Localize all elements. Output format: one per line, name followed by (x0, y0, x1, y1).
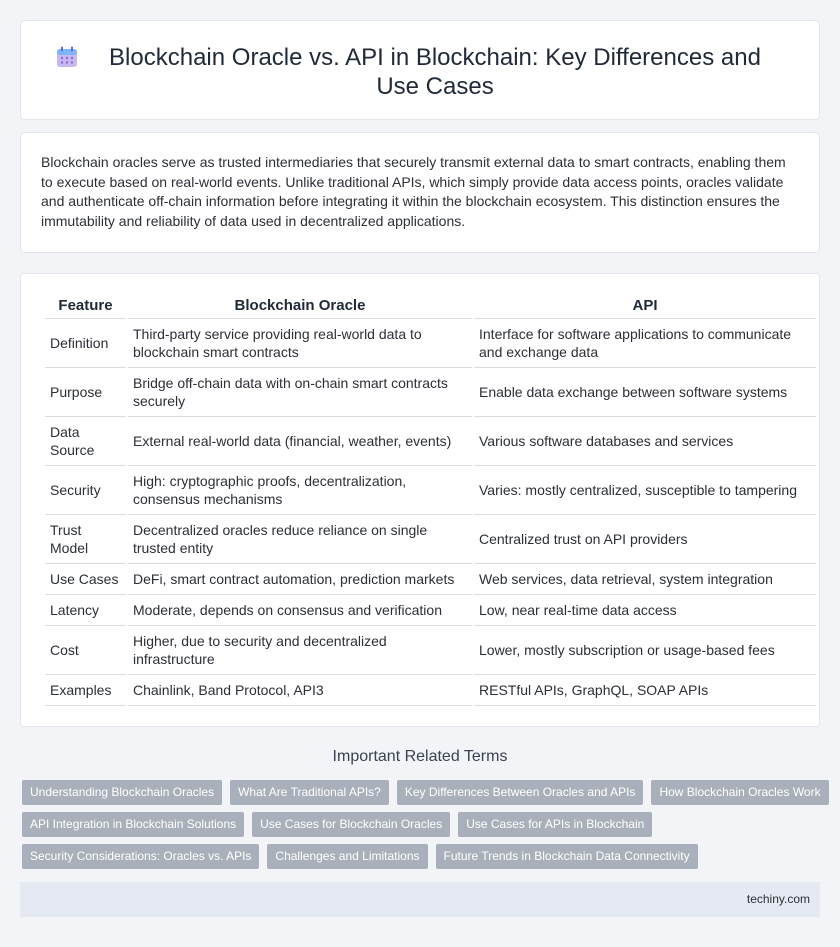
intro-paragraph: Blockchain oracles serve as trusted intermediaries that securely transmit external data to smart contracts, enabling them to execute based on real-world events. Unlike traditional APIs, which simply provide data access points, oracles validate and authenticate off-chain information before integrating it within the blockchain ecosystem. This distinction ensures the immutability and reliability of data used in decentralized applications. (41, 154, 786, 229)
column-header-oracle: Blockchain Oracle (128, 292, 472, 319)
related-term-tag[interactable]: Use Cases for APIs in Blockchain (458, 812, 652, 837)
oracle-cell: DeFi, smart contract automation, prediction markets (128, 564, 472, 595)
intro-card (20, 132, 820, 253)
api-cell: Varies: mostly centralized, susceptible to tampering (474, 466, 816, 515)
api-cell: Lower, mostly subscription or usage-based fees (474, 626, 816, 675)
feature-cell: Use Cases (45, 564, 126, 595)
table-row (45, 564, 816, 595)
api-cell: Enable data exchange between software systems (474, 368, 816, 417)
related-term-tag[interactable]: Understanding Blockchain Oracles (22, 780, 222, 805)
table-row (45, 626, 816, 675)
feature-cell: Latency (45, 595, 126, 626)
oracle-cell: External real-world data (financial, weather, events) (128, 417, 472, 466)
related-term-tag[interactable]: Future Trends in Blockchain Data Connectivity (436, 844, 698, 869)
api-cell: RESTful APIs, GraphQL, SOAP APIs (474, 675, 816, 706)
related-term-tag[interactable]: Security Considerations: Oracles vs. APIs (22, 844, 259, 869)
feature-cell: Security (45, 466, 126, 515)
page-title: Blockchain Oracle vs. API in Blockchain: Key Differences and Use Cases (109, 44, 761, 100)
feature-cell: Examples (45, 675, 126, 706)
column-header-api: API (474, 292, 816, 319)
footer-site-name[interactable]: techiny.com (746, 892, 810, 906)
table-row (45, 466, 816, 515)
related-terms-heading: Important Related Terms (332, 748, 508, 765)
title-card (20, 20, 820, 120)
related-term-tag[interactable]: Challenges and Limitations (267, 844, 427, 869)
oracle-cell: Third-party service providing real-world data to blockchain smart contracts (128, 319, 472, 368)
comparison-table-card (20, 273, 820, 727)
api-cell: Centralized trust on API providers (474, 515, 816, 564)
related-term-tag[interactable]: Use Cases for Blockchain Oracles (252, 812, 450, 837)
related-term-tag[interactable]: Key Differences Between Oracles and APIs (397, 780, 644, 805)
table-row (45, 417, 816, 466)
oracle-cell: Higher, due to security and decentralized infrastructure (128, 626, 472, 675)
oracle-cell: Moderate, depends on consensus and verification (128, 595, 472, 626)
footer (20, 882, 820, 917)
table-header-row (45, 292, 816, 319)
table-row (45, 319, 816, 368)
api-cell: Low, near real-time data access (474, 595, 816, 626)
oracle-cell: High: cryptographic proofs, decentralization, consensus mechanisms (128, 466, 472, 515)
table-row (45, 595, 816, 626)
related-term-tag[interactable]: API Integration in Blockchain Solutions (22, 812, 244, 837)
related-term-tag[interactable]: What Are Traditional APIs? (230, 780, 389, 805)
table-row (45, 368, 816, 417)
api-cell: Various software databases and services (474, 417, 816, 466)
feature-cell: Definition (45, 319, 126, 368)
oracle-cell: Bridge off-chain data with on-chain smart contracts securely (128, 368, 472, 417)
table-row (45, 515, 816, 564)
table-row (45, 675, 816, 706)
column-header-feature: Feature (45, 292, 126, 319)
related-term-tag[interactable]: How Blockchain Oracles Work (651, 780, 828, 805)
feature-cell: Purpose (45, 368, 126, 417)
api-cell: Web services, data retrieval, system integration (474, 564, 816, 595)
feature-cell: Trust Model (45, 515, 126, 564)
comparison-table (43, 292, 818, 706)
oracle-cell: Chainlink, Band Protocol, API3 (128, 675, 472, 706)
feature-cell: Data Source (45, 417, 126, 466)
related-terms-list (22, 780, 822, 876)
feature-cell: Cost (45, 626, 126, 675)
oracle-cell: Decentralized oracles reduce reliance on single trusted entity (128, 515, 472, 564)
api-cell: Interface for software applications to communicate and exchange data (474, 319, 816, 368)
